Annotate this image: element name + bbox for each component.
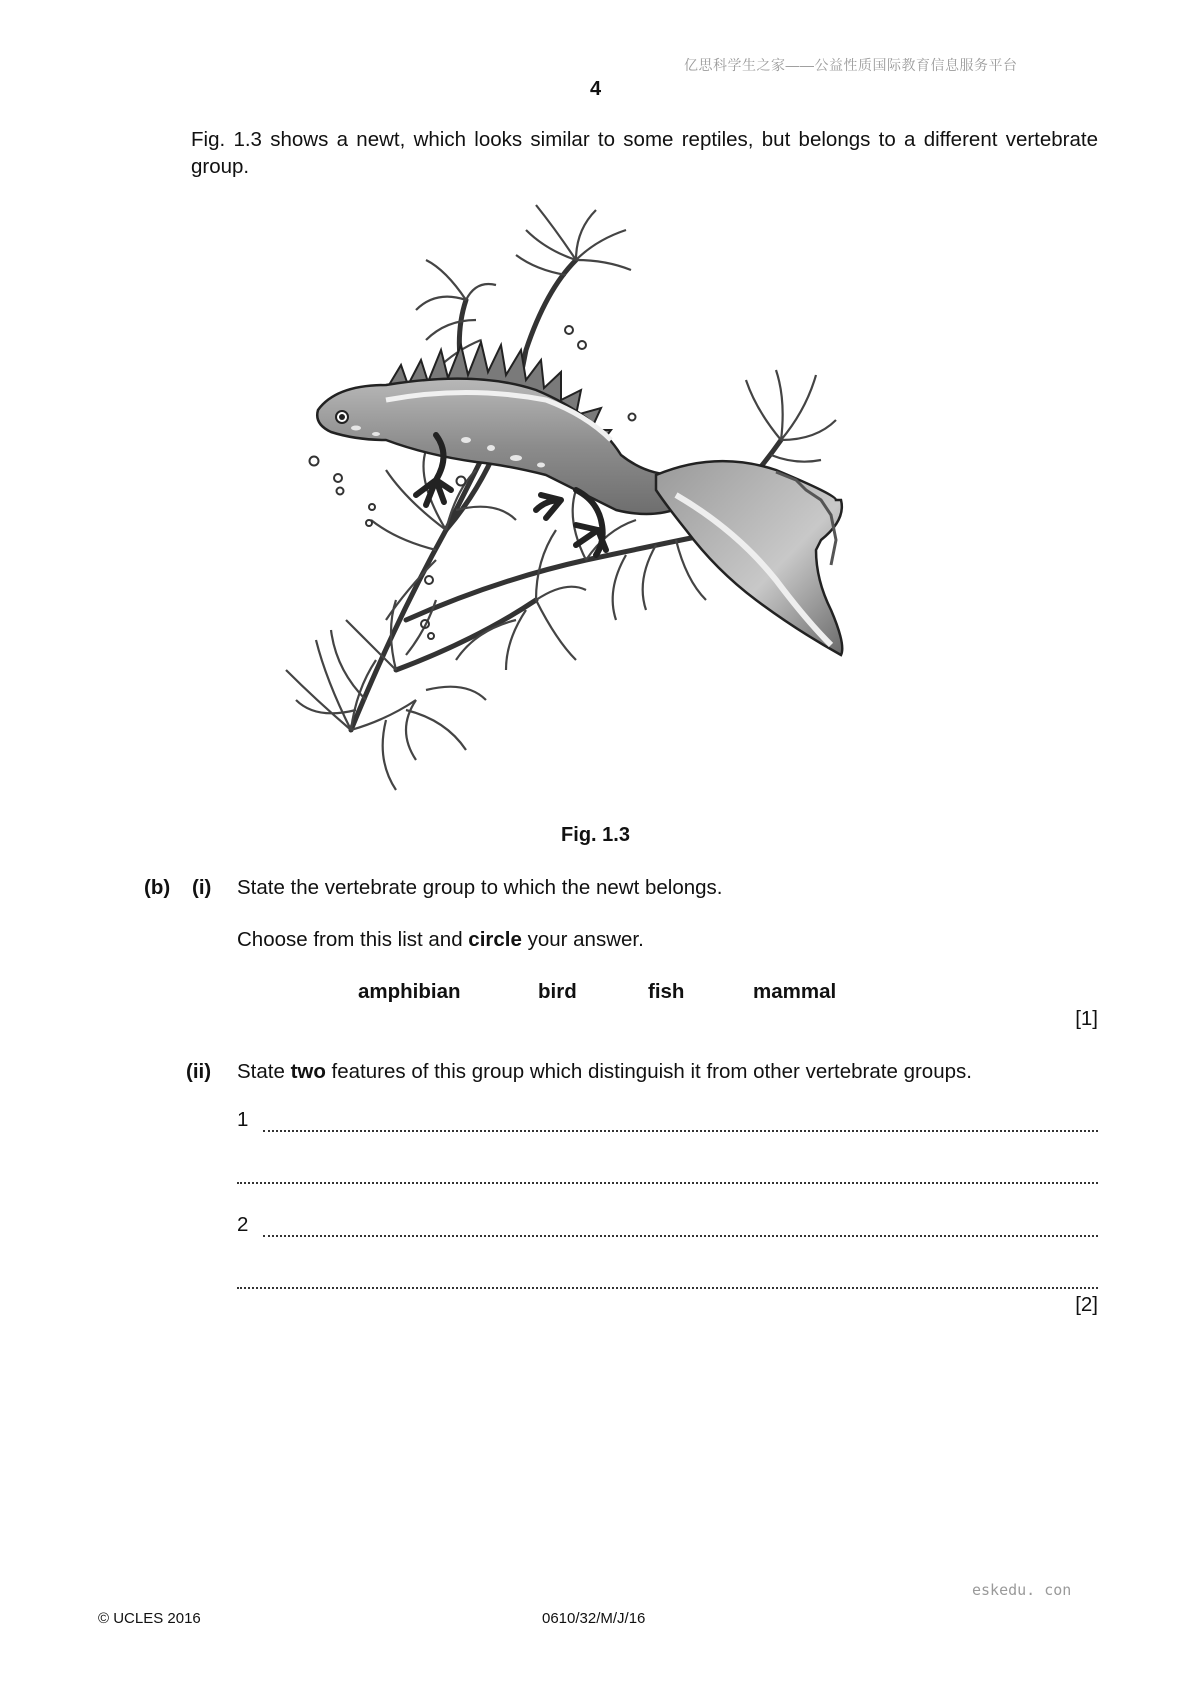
instruction-post: your answer. [521,928,644,951]
newt-figure [276,200,926,800]
newt-illustration-icon [276,200,926,800]
answer-line-2-dots[interactable] [263,1217,1098,1237]
subquestion-i-text: State the vertebrate group to which the newt belongs. [237,876,723,899]
marks-ii: [2] [1075,1293,1098,1316]
ii-text-post: features of this group which distinguish it from other vertebrate groups. [325,1060,972,1083]
page-number: 4 [589,78,602,100]
ii-text-bold: two [290,1060,326,1083]
watermark-top: 亿思科学生之家——公益性质国际教育信息服务平台 [684,57,1018,73]
intro-text: Fig. 1.3 shows a newt, which looks similar to some reptiles, but belongs to a different vertebrate group. [191,128,1098,178]
circle-instruction [237,928,644,952]
answer-line-2b[interactable] [237,1265,1098,1289]
answer-line-1[interactable] [237,1108,1098,1132]
answer-line-2-number: 2 [237,1213,249,1236]
instruction-pre: Choose from this list and [237,928,469,951]
answer-line-2b-dots[interactable] [237,1269,1098,1289]
marks-i: [1] [1075,1007,1098,1030]
option-bird[interactable]: bird [538,980,577,1003]
answer-options [358,980,836,1004]
instruction-bold: circle [468,928,522,951]
answer-line-1b[interactable] [237,1160,1098,1184]
question-part-label: (b) [144,876,171,899]
option-mammal[interactable]: mammal [753,980,837,1003]
answer-line-1b-dots[interactable] [237,1164,1098,1184]
subquestion-i-label: (i) [192,876,212,899]
answer-line-1-number: 1 [237,1108,249,1131]
footer-paper-code: 0610/32/M/J/16 [542,1610,646,1627]
watermark-bottom: eskedu. con [972,1581,1072,1599]
figure-caption: Fig. 1.3 [561,824,630,846]
ii-text-pre: State [237,1060,291,1083]
answer-line-1-dots[interactable] [263,1112,1098,1132]
option-amphibian[interactable]: amphibian [358,980,461,1003]
option-fish[interactable]: fish [648,980,685,1003]
subquestion-ii-text [237,1060,972,1084]
footer-copyright: © UCLES 2016 [98,1610,201,1627]
answer-line-2[interactable] [237,1213,1098,1237]
subquestion-ii-label: (ii) [186,1060,212,1083]
